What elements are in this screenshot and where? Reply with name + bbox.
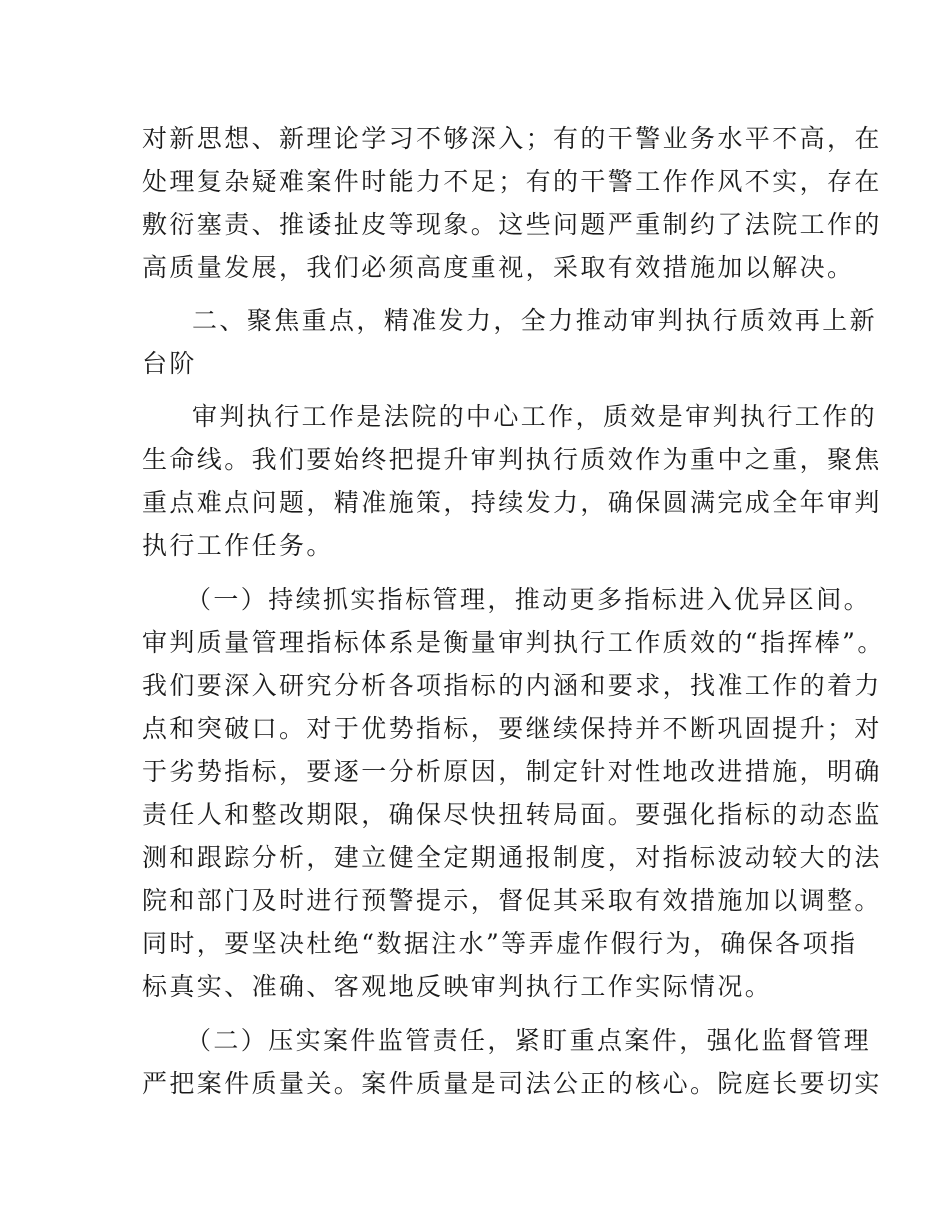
text-line: 处理复杂疑难案件时能力不足；有的干警工作作风不实，存在 (142, 167, 882, 196)
text-line: 审判执行工作是法院的中心工作，质效是审判执行工作的 (192, 402, 878, 431)
text-line: 生命线。我们要始终把提升审判执行质效作为重中之重，聚焦 (142, 445, 882, 474)
text-line: 测和跟踪分析，建立健全定期通报制度，对指标波动较大的法 (142, 843, 882, 872)
section-heading: 台阶 (142, 349, 197, 378)
subsection-heading: （一）持续抓实指标管理，推动更多指标进入优异区间。 (186, 585, 872, 614)
text-line: 责任人和整改期限，确保尽快扭转局面。要强化指标的动态监 (142, 800, 882, 829)
text-line: 同时，要坚决杜绝“数据注水”等弄虚作假行为，确保各项指 (142, 929, 858, 958)
text-line: 我们要深入研究分析各项指标的内涵和要求，找准工作的着力 (142, 671, 882, 700)
section-heading: 二、聚焦重点，精准发力，全力推动审判执行质效再上新 (192, 306, 878, 335)
text-line: 点和突破口。对于优势指标，要继续保持并不断巩固提升；对 (142, 714, 882, 743)
text-line: 于劣势指标，要逐一分析原因，制定针对性地改进措施，明确 (142, 757, 882, 786)
text-line: 敷衍塞责、推诿扯皮等现象。这些问题严重制约了法院工作的 (142, 210, 882, 239)
text-line: 院和部门及时进行预警提示，督促其采取有效措施加以调整。 (142, 886, 882, 915)
text-line: 严把案件质量关。案件质量是司法公正的核心。院庭长要切实 (142, 1069, 882, 1098)
text-line: 高质量发展，我们必须高度重视，采取有效措施加以解决。 (142, 253, 855, 282)
subsection-heading: （二）压实案件监管责任，紧盯重点案件，强化监督管理 (186, 1026, 872, 1055)
text-line: 执行工作任务。 (142, 531, 334, 560)
text-line: 重点难点问题，精准施策，持续发力，确保圆满完成全年审判 (142, 488, 882, 517)
text-line: 标真实、准确、客观地反映审判执行工作实际情况。 (142, 972, 773, 1001)
text-line: 对新思想、新理论学习不够深入；有的干警业务水平不高，在 (142, 124, 882, 153)
text-line: 审判质量管理指标体系是衡量审判执行工作质效的“指挥棒”。 (142, 628, 885, 657)
